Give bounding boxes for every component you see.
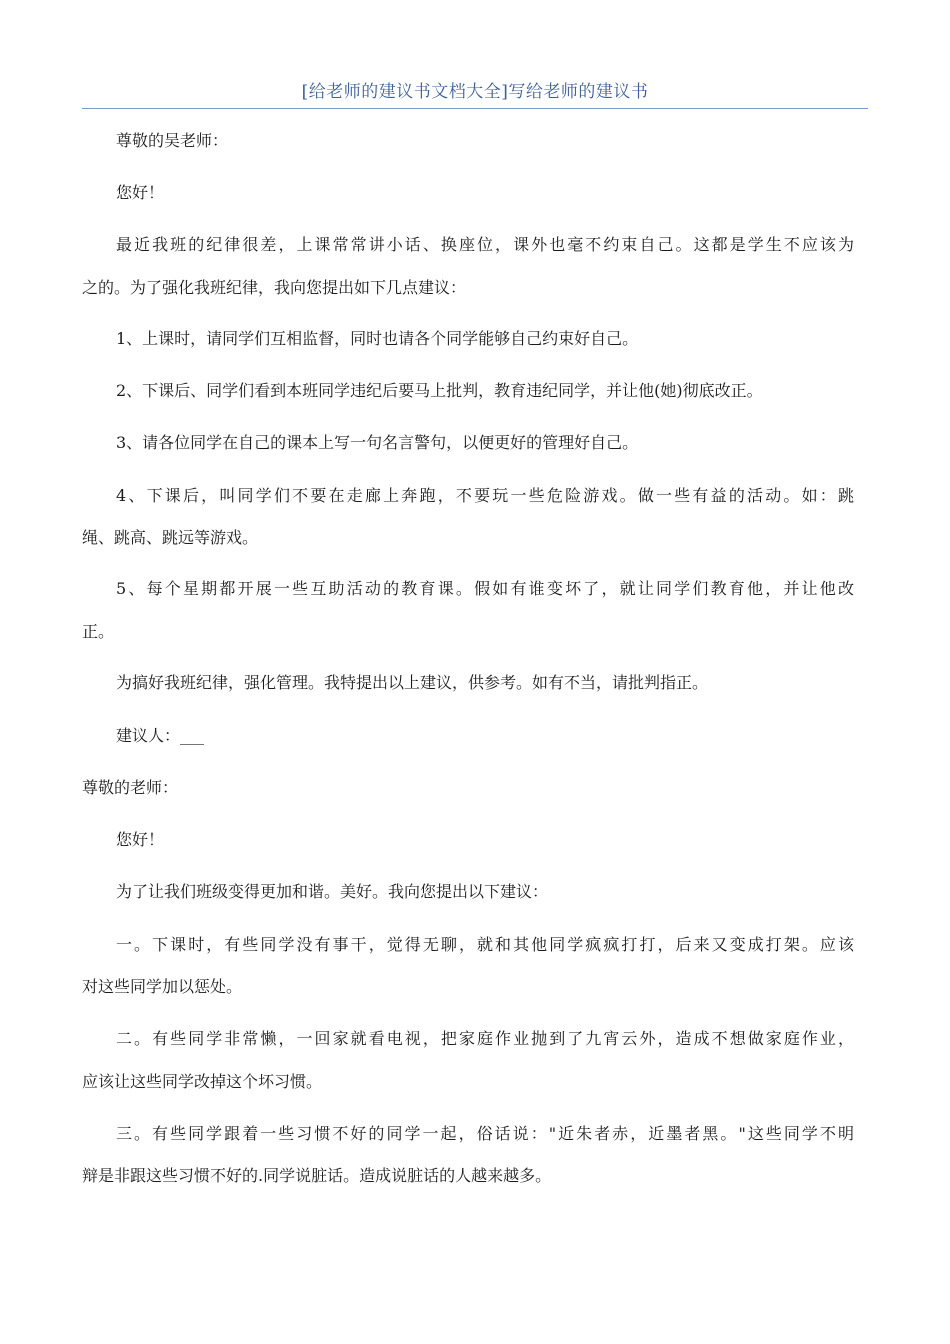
title-underline bbox=[82, 108, 868, 109]
letter1-intro-line2: 之的。为了强化我班纪律，我向您提出如下几点建议： bbox=[82, 278, 467, 297]
letter1-closing: 为搞好我班纪律，强化管理。我特提出以上建议，供参考。如有不当，请批判指正。 bbox=[116, 673, 709, 692]
letter2-intro: 为了让我们班级变得更加和谐。美好。我向您提出以下建议： bbox=[116, 882, 549, 901]
letter2-item-2-line2: 应该让这些同学改掉这个坏习惯。 bbox=[82, 1072, 323, 1091]
letter1-item-4-line2: 绳、跳高、跳远等游戏。 bbox=[82, 528, 259, 547]
letter1-item-5-line1: 5、每个星期都开展一些互助活动的教育课。假如有谁变坏了，就让同学们教育他，并让他改 bbox=[116, 579, 854, 598]
letter1-item-2: 2、下课后、同学们看到本班同学违纪后要马上批判，教育违纪同学，并让他(她)彻底改正。 bbox=[116, 381, 763, 400]
letter2-greeting: 您好！ bbox=[116, 830, 165, 849]
letter1-signature: 建议人：___ bbox=[116, 726, 205, 745]
letter1-intro-line1: 最近我班的纪律很差，上课常常讲小话、换座位，课外也毫不约束自己。这都是学生不应该为 bbox=[116, 235, 854, 254]
letter2-item-1-line2: 对这些同学加以惩处。 bbox=[82, 977, 243, 996]
letter2-salutation: 尊敬的老师： bbox=[82, 778, 179, 797]
letter2-item-3-line1: 三。有些同学跟着一些习惯不好的同学一起，俗话说："近朱者赤，近墨者黑。"这些同学不明 bbox=[116, 1124, 854, 1143]
letter1-greeting: 您好！ bbox=[116, 183, 165, 202]
letter2-item-2-line1: 二。有些同学非常懒，一回家就看电视，把家庭作业抛到了九宵云外，造成不想做家庭作业， bbox=[116, 1029, 854, 1048]
letter1-item-1: 1、上课时，请同学们互相监督，同时也请各个同学能够自己约束好自己。 bbox=[116, 329, 639, 348]
letter2-item-1-line1: 一。下课时，有些同学没有事干，觉得无聊，就和其他同学疯疯打打，后来又变成打架。应该 bbox=[116, 935, 854, 954]
letter1-salutation: 尊敬的吴老师： bbox=[116, 131, 229, 150]
letter2-item-3-line2: 辩是非跟这些习惯不好的.同学说脏话。造成说脏话的人越来越多。 bbox=[82, 1166, 552, 1185]
letter1-item-4-line1: 4、下课后，叫同学们不要在走廊上奔跑，不要玩一些危险游戏。做一些有益的活动。如：跳 bbox=[116, 486, 854, 505]
letter1-item-3: 3、请各位同学在自己的课本上写一句名言警句，以便更好的管理好自己。 bbox=[116, 433, 639, 452]
document-title: [给老师的建议书文档大全]写给老师的建议书 bbox=[301, 82, 649, 102]
letter1-item-5-line2: 正。 bbox=[82, 622, 115, 641]
